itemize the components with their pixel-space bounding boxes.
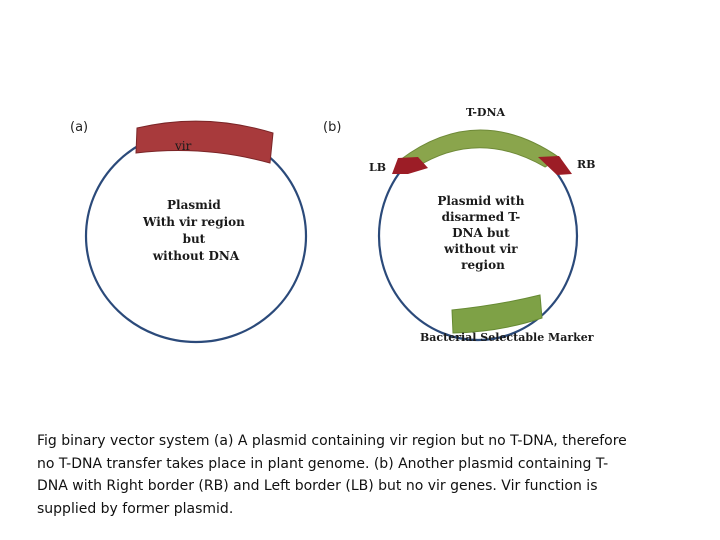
plasmid-a-line-4: without DNA	[152, 249, 240, 263]
plasmid-a-line-3: but	[182, 232, 206, 246]
vir-label: vir	[175, 139, 192, 153]
plasmid-b-line-2: disarmed T-	[441, 210, 521, 224]
plasmid-b-line-3: DNA but	[452, 226, 510, 240]
selectable-marker-segment	[452, 295, 542, 333]
lb-label: LB	[369, 161, 387, 174]
plasmid-a-text	[142, 198, 249, 263]
rb-label: RB	[577, 158, 596, 171]
plasmid-a-line-1: Plasmid	[167, 198, 221, 212]
plasmid-b-line-5: region	[461, 258, 505, 272]
vir-segment	[136, 121, 273, 163]
tdna-label: T-DNA	[466, 106, 506, 119]
marker-label: Bacterial Selectable Marker	[420, 331, 594, 344]
panel-a-label: (a)	[70, 120, 89, 135]
tdna-segment	[400, 130, 560, 168]
plasmid-b-line-4: without vir	[444, 242, 518, 256]
plasmid-a-line-2: With vir region	[142, 215, 245, 229]
plasmid-b-line-1: Plasmid with	[437, 194, 525, 208]
plasmid-b-text	[437, 194, 528, 272]
panel-b-label: (b)	[323, 120, 342, 135]
figure-caption: Fig binary vector system (a) A plasmid containing vir region but no T-DNA, therefore no T-DNA transfer takes place in plant genome. (b) Another plasmid containing T- DNA with Right border (RB) and Left border (LB) but no vir genes. Vir function is supplied by former plasmid.	[37, 433, 627, 517]
